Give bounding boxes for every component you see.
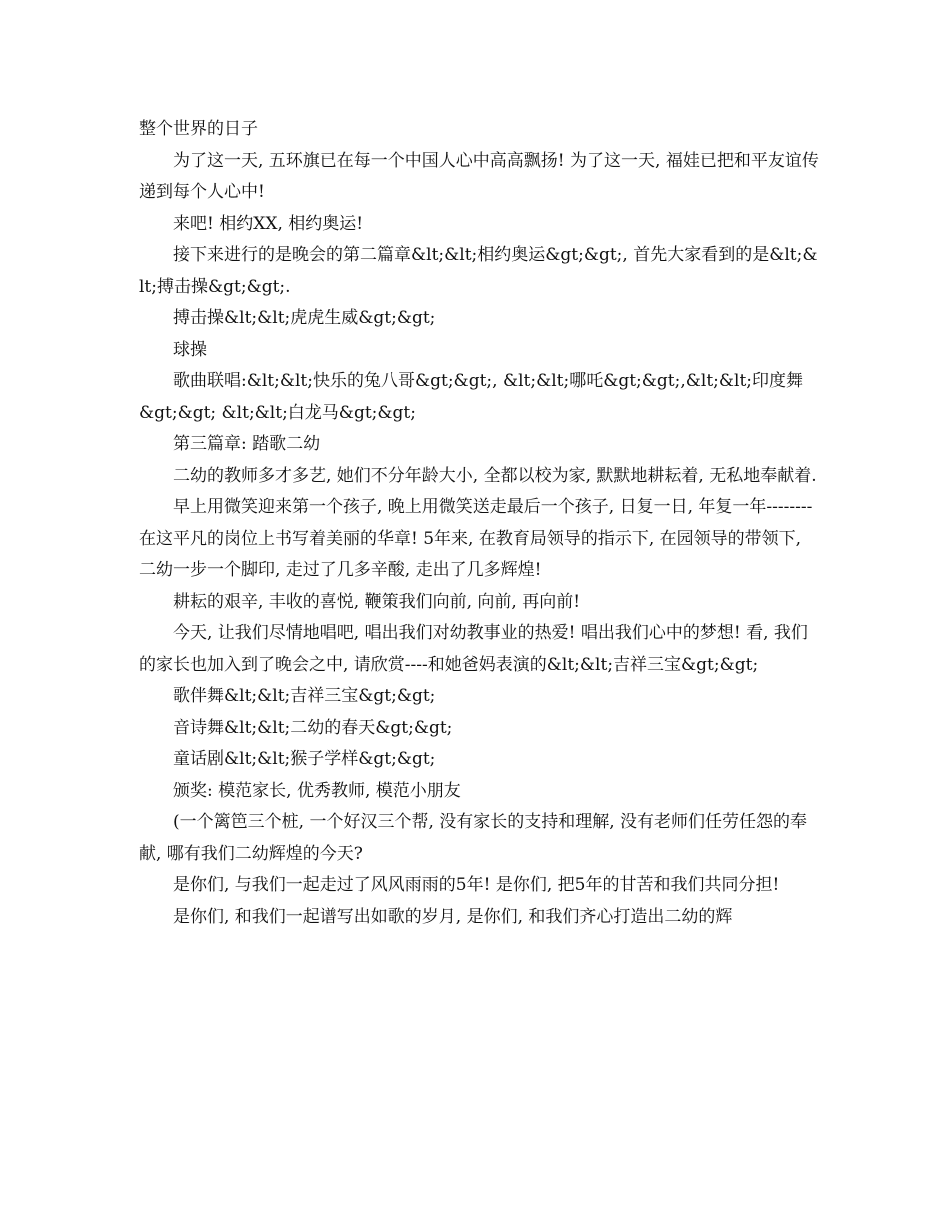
paragraph: 歌伴舞&lt;&lt;吉祥三宝&gt;&gt; xyxy=(173,686,436,706)
paragraph: 搏击操&lt;&lt;虎虎生威&gt;&gt; xyxy=(173,308,436,328)
paragraph: 是你们, 和我们一起谱写出如歌的岁月, 是你们, 和我们齐心打造出二幼的辉 xyxy=(173,906,733,927)
paragraph: 音诗舞&lt;&lt;二幼的春天&gt;&gt; xyxy=(173,717,453,738)
paragraph: 整个世界的日子 xyxy=(139,119,258,139)
paragraph: (一个篱笆三个桩, 一个好汉三个帮, 没有家长的支持和理解, 没有老师们任劳任怨的奉献, 哪有我们二幼辉煌的今天? xyxy=(139,812,808,864)
paragraph: 颁奖: 模范家长, 优秀教师, 模范小朋友 xyxy=(173,780,461,801)
paragraph: 是你们, 与我们一起走过了风风雨雨的5年! 是你们, 把5年的甘苦和我们共同分担! xyxy=(173,875,780,895)
paragraph: 童话剧&lt;&lt;猴子学样&gt;&gt; xyxy=(173,749,436,769)
paragraph: 二幼的教师多才多艺, 她们不分年龄大小, 全都以校为家, 默默地耕耘着, 无私地奉献着. xyxy=(173,465,817,486)
paragraph: 接下来进行的是晚会的第二篇章&lt;&lt;相约奥运&gt;&gt;, 首先大家看到的是&lt;&lt;搏击操&gt;&gt;. xyxy=(139,245,818,297)
paragraph: 球操 xyxy=(173,339,207,360)
paragraph: 今天, 让我们尽情地唱吧, 唱出我们对幼教事业的热爱! 唱出我们心中的梦想! 看, 我们的家长也加入到了晚会之中, 请欣赏----和她爸妈表演的&lt;&lt;吉祥三宝&gt;&gt; xyxy=(139,623,808,675)
paragraph: 第三篇章: 踏歌二幼 xyxy=(173,434,321,454)
paragraph: 早上用微笑迎来第一个孩子, 晚上用微笑送走最后一个孩子, 日复一日, 年复一年--------在这平凡的岗位上书写着美丽的华章! 5年来, 在教育局领导的指示下, 在园领导的带领下, 二幼一步一个脚印, 走过了几多辛酸, 走出了几多辉煌! xyxy=(139,497,813,580)
paragraph: 歌曲联唱:&lt;&lt;快乐的兔八哥&gt;&gt;, &lt;&lt;哪吒&gt;&gt;,&lt;&lt;印度舞 &gt;&gt; &lt;&lt;白龙马&gt;&gt; xyxy=(139,371,804,423)
document-body xyxy=(139,114,819,933)
paragraph: 为了这一天, 五环旗已在每一个中国人心中高高飘扬! 为了这一天, 福娃已把和平友谊传递到每个人心中! xyxy=(139,150,819,202)
paragraph: 耕耘的艰辛, 丰收的喜悦, 鞭策我们向前, 向前, 再向前! xyxy=(173,591,581,612)
paragraph: 来吧! 相约XX, 相约奥运! xyxy=(173,213,364,234)
